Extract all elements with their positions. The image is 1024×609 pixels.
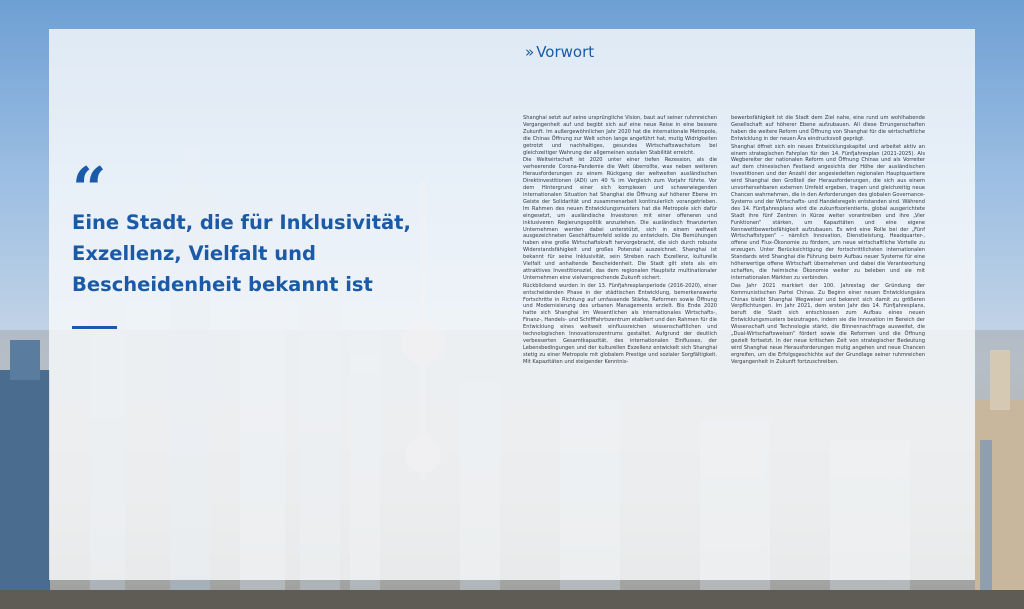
chevron-right-icon: » bbox=[525, 43, 529, 61]
section-title: Vorwort bbox=[536, 43, 595, 61]
text-column-right bbox=[731, 115, 925, 515]
paragraph: Shanghai setzt auf seine ursprüngliche Vision, baut auf seiner ruhmreichen Vergangenheit auf und begibt sich auf eine neue Reise in eine bessere Zukunft. Im außergewöhnlichen Jahr 2020 hat die internationale Metropole, die Chinas Öffnung zur Welt schon lange angeführt hat, mutig Widrigkeiten getrotzt und nachhaltiges, gesundes Wirtschaftswachstum bei gleichzeitiger Wahrung der allgemeinen sozialen Stabilität erreicht. bbox=[523, 115, 717, 156]
section-heading bbox=[525, 43, 594, 61]
body-text-columns bbox=[523, 115, 925, 515]
paragraph: Das Jahr 2021 markiert der 100. Jahrestag der Gründung der Kommunistischen Partei Chinas. Zu Beginn einer neuen Entwicklungsära Chinas bleibt Shanghai Wegweiser und bekennt sich damit zu größeren Verpflichtungen. Im Jahr 2021, dem ersten Jahr des 14. Fünfjahresplans, beruft die Stadt sich entschlossen zum Aufbau eines neuen Entwicklungsmusters beizutragen, indem sie die Innovation im Bereich der Wissenschaft und Technologie stärkt, die Binnennachfrage ausweitet, die „Dual-Wirtschaftsweisen“ fördert sowie die Reformen und die Öffnung gezielt fortsetzt. In der neue kritischen Zeit von strategischer Bedeutung wird Shanghai neue Herausforderungen mutig angehen und neue Chancen ergreifen, um die Erfolgsgeschichte auf der Grundlage seiner ruhmreichen Vergangenheit in Zukunft fortzuschreiben. bbox=[731, 282, 925, 365]
headline-underline bbox=[72, 326, 117, 329]
paragraph: Shanghai öffnet sich ein neues Entwicklungskapitel und arbeitet aktiv an einem strategischen Fahrplan für den 14. Fünfjahresplan (2021-2025). Als Wegbereiter der nationalen Reform und Öffnung Chinas und als Vorreiter auf dem chinesischen Festland angesichts der Höhe der ausländischen Investitionen und der Anzahl der angesiedelten regionalen Hauptquartiere wird Shanghai den Großteil der Herausforderungen, die sich aus einem unvorhersehbaren externen Umfeld ergeben, tragen und gleichzeitig neue Chancen wahrnehmen, die in den Anforderungen des globalen Governance-Systems und der Wirtschafts- und Handelsregeln entstanden sind. Während des 14. Fünfjahresplans wird die zukunftsorientierte, global ausgerichtete Stadt ihre fünf Zentren in Kürze weiter vorantreiben und ihre „Vier Funktionen“ stärken, um Kapazitäten und eine eigene Kennwettbewerbsfähigkeit aufzubauen. Es wird eine Rolle bei der „Fünf Wirtschaftstypen“ – nämlich Innovation, Dienstleistung, Headquarter-, offene und Flux-Ökonomie zu fördern, um neue wirtschaftliche Vorteile zu erzeugen. Unter Berücksichtigung der fortschrittlichsten internationalen Standards wird Shanghai die Führung beim Aufbau neuer Systeme für eine höherwertige offene Wirtschaft übernehmen und dabei die Verantwortung schaffen, die heimische Ökonomie weiter zu beleben und sie mit internationalen Märkten zu verbinden. bbox=[731, 143, 925, 281]
paragraph: Rückblickend wurden in der 13. Fünfjahresplanperiode (2016-2020), einer entscheidenden Phase in der städtischen Entwicklung, bemerkenswerte Fortschritte in Richtung auf umfassende Stärke, Reformen sowie Öffnung und Modernisierung des urbanen Managements erzielt. Bis Ende 2020 hatte sich Shanghai im Wesentlichen als internationales Wirtschafts-, Finanz-, Handels- und Schifffahrtszentrum etabliert und den Rahmen für die Entwicklung eines weltweit einflussreichen wissenschaftlichen und technologischen Innovationszentrums gestaltet. Aufgrund der deutlich verbesserten Gesamtkapazität, des internationalen Einflusses, der Lebensbedingungen und der kulturellen Exzellenz entwickelt sich Shanghai stetig zu einer Metropole mit globalem Prestige und sozialer Sorgfältigkeit. Mit Kapazitäten und steigender Kenntnis- bbox=[523, 282, 717, 365]
quote-mark: “ bbox=[72, 155, 107, 225]
paragraph: Die Weltwirtschaft ist 2020 unter einer tiefen Rezession, als die verheerende Corona-Pandemie die Welt überrollte, was neben weiteren Herausforderungen zu einem Rückgang der weltweiten ausländischen Direktinvestitionen (ADI) um 40 % im Vergleich zum Vorjahr führte. Vor dem Hintergrund einer sich komplexen und schwerwiegenden internationalen Situation hat Shanghai die Öffnung auf höherer Ebene im Geiste der Solidarität und zusammenarbeit kontinuierlich vorangetrieben. Im Rahmen des neuen Entwicklungsmusters hat die Metropole sich dafür eingesetzt, um ausländische Investoren mit einer offeneren und inklusiveren Regierungspolitik anzuziehen. Die ausländisch finanzierten Unternehmen werden dabei unterstützt, sich in einem weltweit ausgezeichneten Geschäftsumfeld solide zu entwickeln. Die Bemühungen haben eine große Wirtschaftskraft hervorgebracht, die sich durch robuste Widerstandsfähigkeit und großes Potenzial auszeichnet. Shanghai ist bekannt für seine Inklusivität, sein Streben nach Exzellenz, kulturelle Vielfalt und anhaltende Bescheidenheit. Die Stadt gilt stets als ein attraktives Investitionsziel, das dem regionalen Hauptsitz multinationaler Unternehmen eine vielversprechende Zukunft sichert. bbox=[523, 157, 717, 281]
text-column-left bbox=[523, 115, 717, 515]
pull-quote-headline: Eine Stadt, die für Inklusivität, Exzellenz, Vielfalt und Bescheidenheit bekannt ist bbox=[72, 211, 411, 296]
paragraph: bewerbsfähigkeit ist die Stadt dem Ziel nahe, eine rund um wohlhabende Gesellschaft auf höherer Ebene aufzubauen. All diese Errungenschaften haben die weitere Reform und Öffnung von Shanghai für die wirtschaftliche Entwicklung in der neuen Ära eindrucksvoll geprägt. bbox=[731, 115, 925, 142]
